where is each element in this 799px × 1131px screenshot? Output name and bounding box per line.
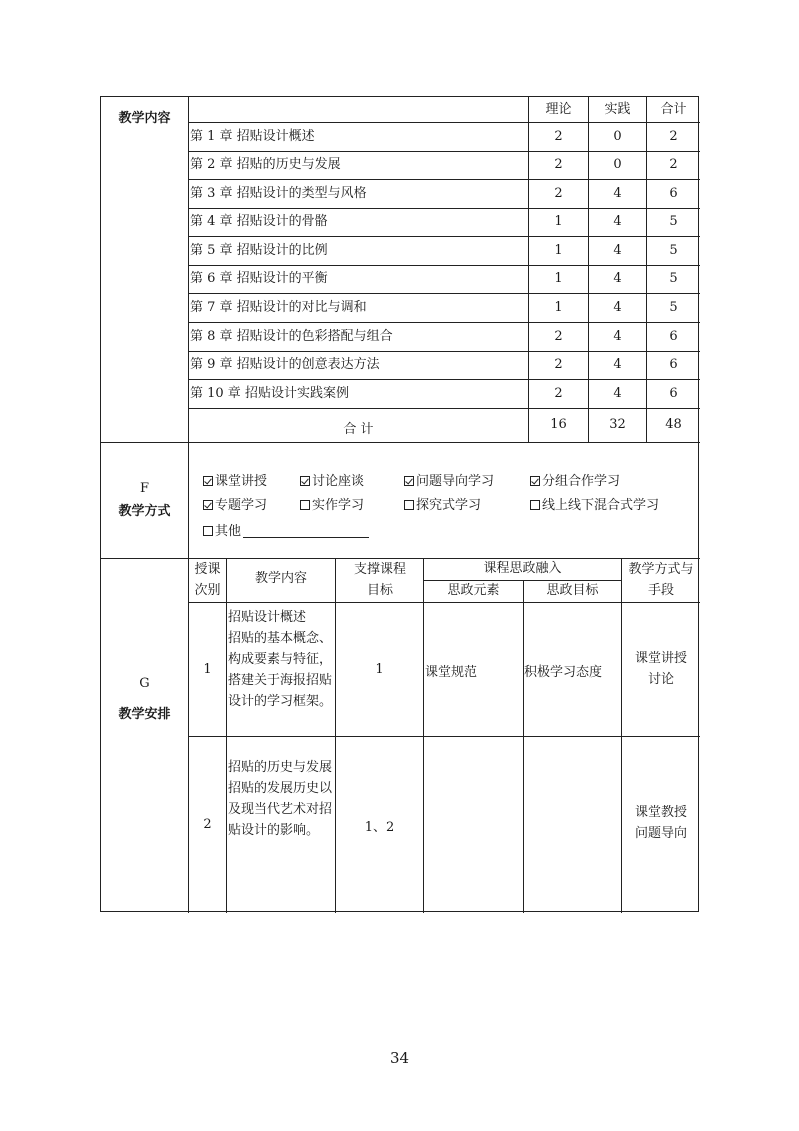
chapter-practice-hours: 0 [613,129,622,144]
header-content: 教学内容 [254,571,307,586]
page-number: 34 [389,1049,410,1067]
chapter-total-hours: 6 [669,329,678,344]
chapter-total-hours: 5 [669,300,678,315]
chapter-practice-hours: 4 [613,214,622,229]
row-content: 招贴的历史与发展 招贴的发展历史以及现当代艺术对招贴设计的影响。 [228,760,333,838]
e-row-line [188,122,700,123]
row-session: 2 [203,817,212,832]
other-blank-field[interactable] [243,523,369,538]
chapter-total-hours: 5 [669,271,678,286]
col-header-total: 合计 [660,102,687,117]
method-option[interactable]: 讨论座谈 [300,473,364,491]
chapter-theory-hours: 2 [554,329,563,344]
chapter-practice-hours: 4 [613,357,622,372]
chapter-theory-hours: 2 [554,357,563,372]
row-content: 招贴设计概述 招贴的基本概念、构成要素与特征，搭建关于海报招贴设计的学习框架。 [228,610,333,709]
chapter-practice-hours: 4 [613,243,622,258]
method-option[interactable]: 探究式学习 [404,497,481,515]
checkbox-checked-icon[interactable] [203,476,213,486]
e-row-line [188,179,700,180]
chapter-title: 第 3 章 招贴设计的类型与风格 [190,186,367,201]
sum-theory: 16 [550,417,567,432]
row-target: 积极学习态度 [524,665,603,680]
chapter-total-hours: 5 [669,214,678,229]
course-table [100,96,699,912]
method-option[interactable]: 线上线下混合式学习 [530,497,659,515]
chapter-practice-hours: 4 [613,300,622,315]
method-option[interactable]: 问题导向学习 [404,473,494,491]
section-g-letter: G [139,676,150,691]
header-session: 授课次别 [194,562,221,598]
header-ideology: 课程思政融入 [483,561,562,576]
chapter-practice-hours: 4 [613,329,622,344]
chapter-total-hours: 6 [669,357,678,372]
method-option[interactable]: 分组合作学习 [530,473,620,491]
method-option[interactable]: 实作学习 [300,497,364,515]
section-g-label: 教学安排 [118,707,171,722]
chapter-title: 第 2 章 招贴的历史与发展 [190,157,341,172]
method-option[interactable]: 课堂讲授 [203,473,267,491]
header-goal: 支撑课程目标 [353,562,406,598]
chapter-total-hours: 5 [669,243,678,258]
sum-label: 合 计 [343,422,374,437]
e-row-line [188,265,700,266]
chapter-theory-hours: 2 [554,186,563,201]
chapter-title: 第 8 章 招贴设计的色彩搭配与组合 [190,329,393,344]
section-f-letter: F [139,481,150,496]
g-col-divider-element [523,580,524,913]
chapter-theory-hours: 2 [554,157,563,172]
chapter-title: 第 1 章 招贴设计概述 [190,129,315,144]
chapter-title: 第 5 章 招贴设计的比例 [190,243,328,258]
sum-practice: 32 [609,417,626,432]
section-e-f-divider [101,442,700,443]
section-f-label: 教学方式 [118,504,171,519]
chapter-theory-hours: 1 [554,271,563,286]
e-row-line [188,236,700,237]
chapter-theory-hours: 2 [554,386,563,401]
checkbox-checked-icon[interactable] [300,476,310,486]
col-header-theory: 理论 [545,102,572,117]
chapter-theory-hours: 1 [554,243,563,258]
checkbox-checked-icon[interactable] [530,476,540,486]
g-ideology-subheader-line [423,580,621,581]
row-goal: 1 [375,662,384,677]
e-row-line [188,208,700,209]
e-row-line [188,351,700,352]
chapter-theory-hours: 2 [554,129,563,144]
row-session: 1 [203,662,212,677]
chapter-total-hours: 2 [669,157,678,172]
chapter-practice-hours: 4 [613,386,622,401]
e-row-line [188,322,700,323]
chapter-title: 第 10 章 招贴设计实践案例 [190,386,349,401]
checkbox-empty-icon[interactable] [300,500,310,510]
row-method: 课堂教授 问题导向 [634,805,687,841]
method-option[interactable]: 专题学习 [203,497,267,515]
g-row-line [188,736,700,737]
chapter-total-hours: 2 [669,129,678,144]
chapter-theory-hours: 1 [554,300,563,315]
checkbox-checked-icon[interactable] [203,500,213,510]
chapter-title: 第 6 章 招贴设计的平衡 [190,271,328,286]
header-element: 思政元素 [447,583,500,598]
row-element: 课堂规范 [425,665,478,680]
chapter-title: 第 4 章 招贴设计的骨骼 [190,214,328,229]
chapter-theory-hours: 1 [554,214,563,229]
checkbox-empty-icon[interactable] [404,500,414,510]
e-row-line [188,379,700,380]
checkbox-empty-icon[interactable] [530,500,540,510]
method-option-other[interactable]: 其他 [203,523,369,541]
checkbox-empty-icon[interactable] [203,526,213,536]
e-row-line [188,408,700,409]
label-column-divider [188,97,189,913]
col-header-practice: 实践 [604,102,631,117]
section-e-label: 教学内容 [118,111,171,126]
checkbox-checked-icon[interactable] [404,476,414,486]
chapter-total-hours: 6 [669,186,678,201]
header-target: 思政目标 [546,583,599,598]
chapter-title: 第 7 章 招贴设计的对比与调和 [190,300,367,315]
e-row-line [188,293,700,294]
chapter-practice-hours: 0 [613,157,622,172]
chapter-practice-hours: 4 [613,186,622,201]
sum-total: 48 [665,417,682,432]
row-method: 课堂讲授 讨论 [634,651,687,687]
chapter-title: 第 9 章 招贴设计的创意表达方法 [190,357,380,372]
header-method: 教学方式与手段 [628,562,694,598]
row-goal: 1、2 [364,820,395,835]
e-row-line [188,151,700,152]
chapter-total-hours: 6 [669,386,678,401]
chapter-practice-hours: 4 [613,271,622,286]
g-header-bottom-line [188,602,700,603]
